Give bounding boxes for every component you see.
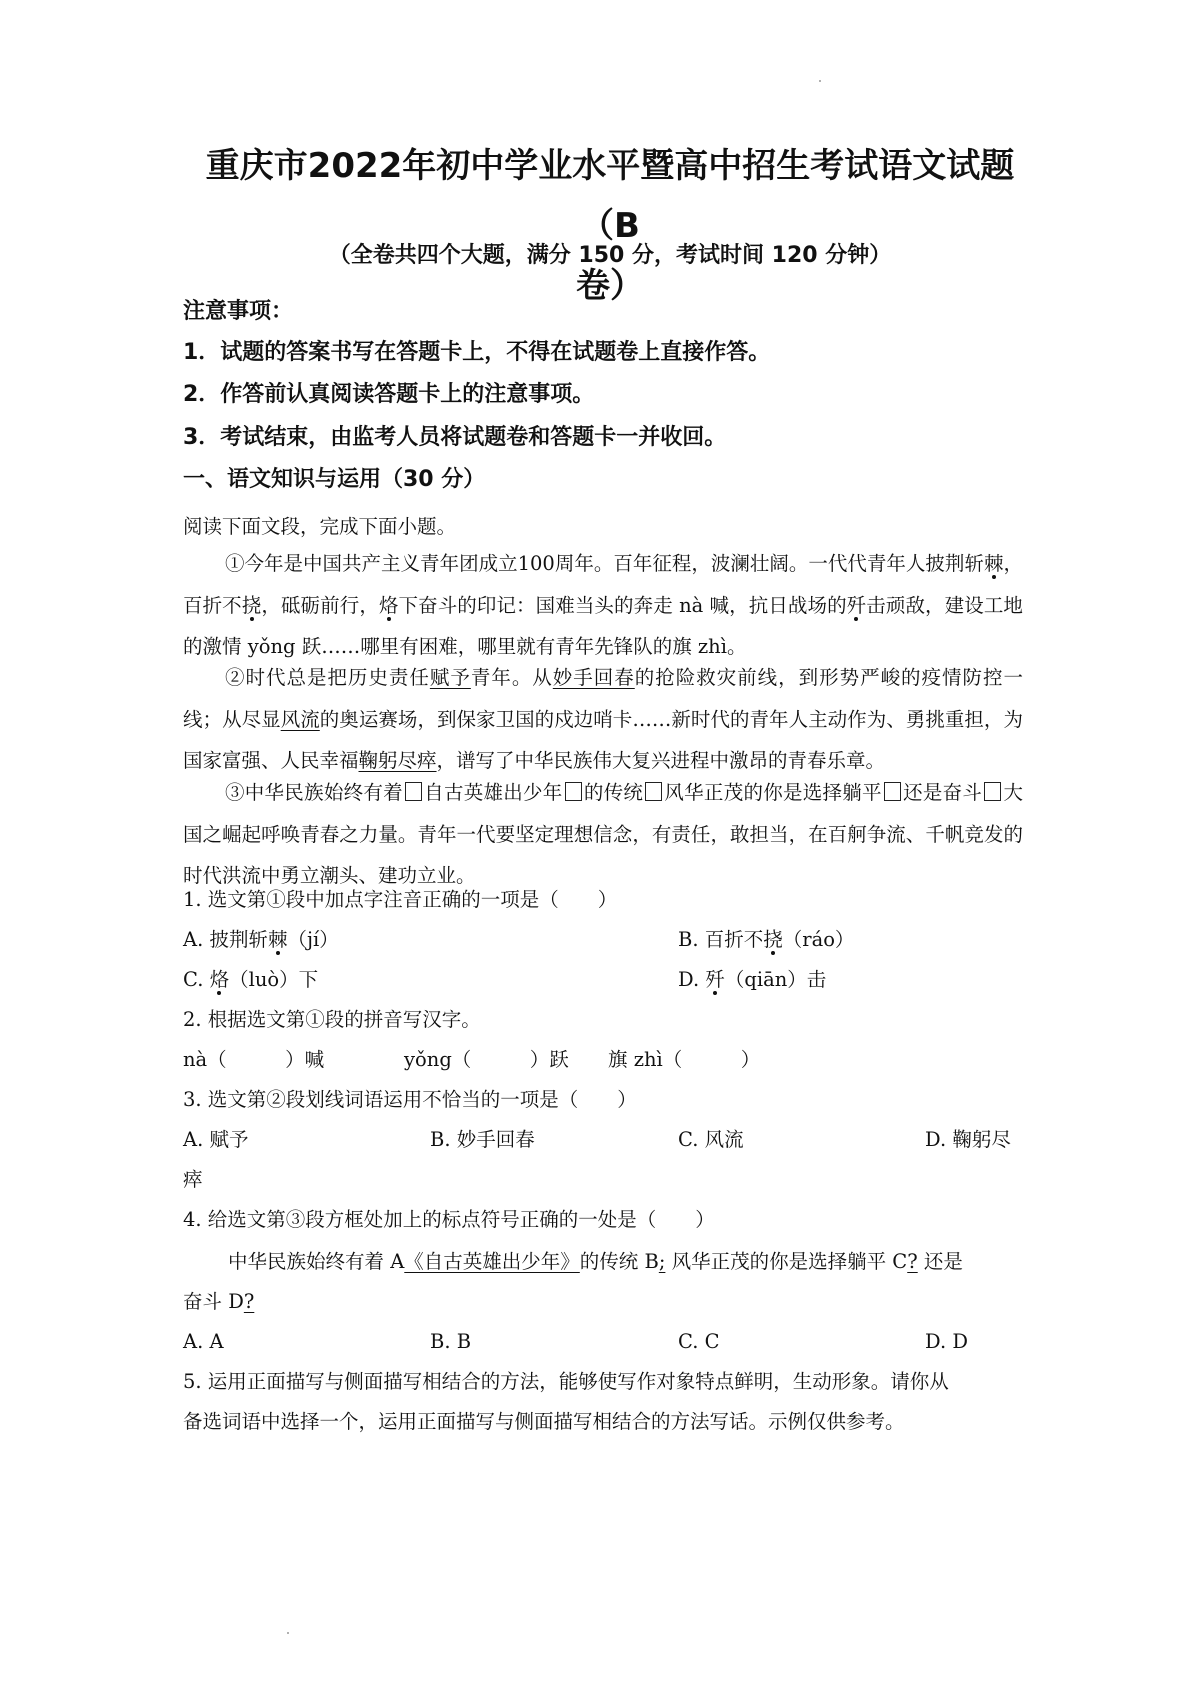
blank-box: [645, 782, 662, 801]
dotted-char: 烙: [209, 968, 230, 991]
question-1-option-c: C. 烙（luò）下: [183, 968, 319, 991]
underlined-word: 鞠躬尽瘁: [358, 749, 437, 772]
underlined-word: 风流: [280, 707, 320, 731]
underlined-punct: ;: [658, 1250, 666, 1273]
exam-title-line2: 卷）: [576, 266, 644, 306]
question-3-option-c: C. 风流: [678, 1128, 744, 1151]
question-2-blank-yong: yǒng（ ）跃: [404, 1048, 569, 1071]
notice-item: 2．作答前认真阅读答题卡上的注意事项。: [183, 382, 595, 407]
question-5-line1: 5. 运用正面描写与侧面描写相结合的方法，能够使写作对象特点鲜明，生动形象。请你从: [183, 1370, 949, 1393]
question-5-line2: 备选词语中选择一个，运用正面描写与侧面描写相结合的方法写话。示例仅供参考。: [183, 1410, 905, 1433]
question-3-option-a: A. 赋予: [183, 1128, 249, 1151]
question-1-option-a: A. 披荆斩棘（jí）: [183, 928, 339, 951]
question-4-option-b: B. B: [430, 1330, 472, 1353]
question-4-sentence-line2: 奋斗 D?: [183, 1290, 255, 1313]
question-4-sentence-line1: 中华民族始终有着 A《自古英雄出少年》的传统 B; 风华正茂的你是选择躺平 C? 还是: [228, 1250, 963, 1273]
dotted-char: 棘: [267, 928, 288, 951]
question-1-option-d: D. 歼（qiān）击: [678, 968, 827, 991]
question-1-stem: 1. 选文第①段中加点字注音正确的一项是（ ）: [183, 888, 618, 911]
question-2-blank-zhi: 旗 zhì（ ）: [608, 1048, 761, 1071]
underlined-word: 赋予: [429, 666, 471, 689]
reading-instruction: 阅读下面文段，完成下面小题。: [183, 515, 457, 538]
blank-box: [884, 782, 901, 801]
scan-speck: [819, 80, 821, 82]
question-3-option-d-wrap: 瘁: [183, 1168, 203, 1191]
question-1-option-b: B. 百折不挠（ráo）: [678, 928, 855, 951]
dotted-char: 挠: [763, 928, 783, 951]
dotted-char: 挠: [241, 593, 262, 617]
dotted-char: 棘: [983, 552, 1004, 575]
question-2-blank-na: nà（ ）喊: [183, 1048, 325, 1071]
dotted-char: 烙: [378, 593, 399, 617]
passage-paragraph-1: ①今年是中国共产主义青年团成立100周年。百年征程，波澜壮阔。一代代青年人披荆斩棘，百折不挠，砥砺前行，烙下奋斗的印记：国难当头的奔走 nà 喊，抗日战场的歼击顽敌，建设工地的激情 yǒng 跃……哪里有困难，哪里就有青年先锋队的旗 zhì。: [183, 552, 1023, 658]
passage-paragraph-2: ②时代总是把历史责任赋予青年。从妙手回春的抢险救灾前线，到形势严峻的疫情防控一线；从尽显风流的奥运赛场，到保家卫国的戍边哨卡……新时代的青年人主动作为、勇挑重担，为国家富强、人民幸福鞠躬尽瘁，谱写了中华民族伟大复兴进程中激昂的青春乐章。: [183, 666, 1023, 772]
question-4-stem: 4. 给选文第③段方框处加上的标点符号正确的一处是（ ）: [183, 1208, 715, 1231]
scan-speck: [287, 1632, 289, 1634]
question-3-option-b: B. 妙手回春: [430, 1128, 535, 1151]
underlined-punct: ?: [243, 1290, 255, 1313]
question-3-stem: 3. 选文第②段划线词语运用不恰当的一项是（ ）: [183, 1088, 637, 1111]
blank-box: [405, 782, 422, 801]
question-4-option-a: A. A: [183, 1330, 224, 1353]
underlined-word: 妙手回春: [552, 666, 635, 689]
passage-paragraph-3: ③中华民族始终有着 自古英雄出少年 的传统 风华正茂的你是选择躺平 还是奋斗 大国之崛起呼唤青春之力量。青年一代要坚定理想信念，有责任，敢担当，在百舸争流、千帆竞发的时代洪流中勇立潮头、建功立业。: [183, 781, 1023, 887]
dotted-char: 歼: [846, 593, 867, 617]
dotted-char: 歼: [705, 968, 725, 991]
underlined-punct: 《自古英雄出少年》: [404, 1250, 580, 1273]
section-heading: 一、语文知识与运用（30 分）: [183, 467, 486, 492]
question-4-option-d: D. D: [925, 1330, 968, 1353]
question-3-option-d: D. 鞠躬尽: [925, 1128, 1011, 1151]
underlined-punct: ?: [907, 1250, 918, 1273]
blank-box: [565, 782, 582, 801]
exam-title-line1: 重庆市2022年初中学业水平暨高中招生考试语文试题（B: [205, 146, 1015, 246]
notice-heading: 注意事项：: [183, 299, 294, 324]
exam-title: [180, 136, 1040, 316]
notice-item: 1．试题的答案书写在答题卡上，不得在试题卷上直接作答。: [183, 340, 771, 365]
question-4-option-c: C. C: [678, 1330, 720, 1353]
question-2-stem: 2. 根据选文第①段的拼音写汉字。: [183, 1008, 481, 1031]
notice-item: 3．考试结束，由监考人员将试题卷和答题卡一并收回。: [183, 425, 727, 450]
exam-subtitle: （全卷共四个大题，满分 150 分，考试时间 120 分钟）: [328, 243, 892, 268]
blank-box: [984, 782, 1001, 801]
